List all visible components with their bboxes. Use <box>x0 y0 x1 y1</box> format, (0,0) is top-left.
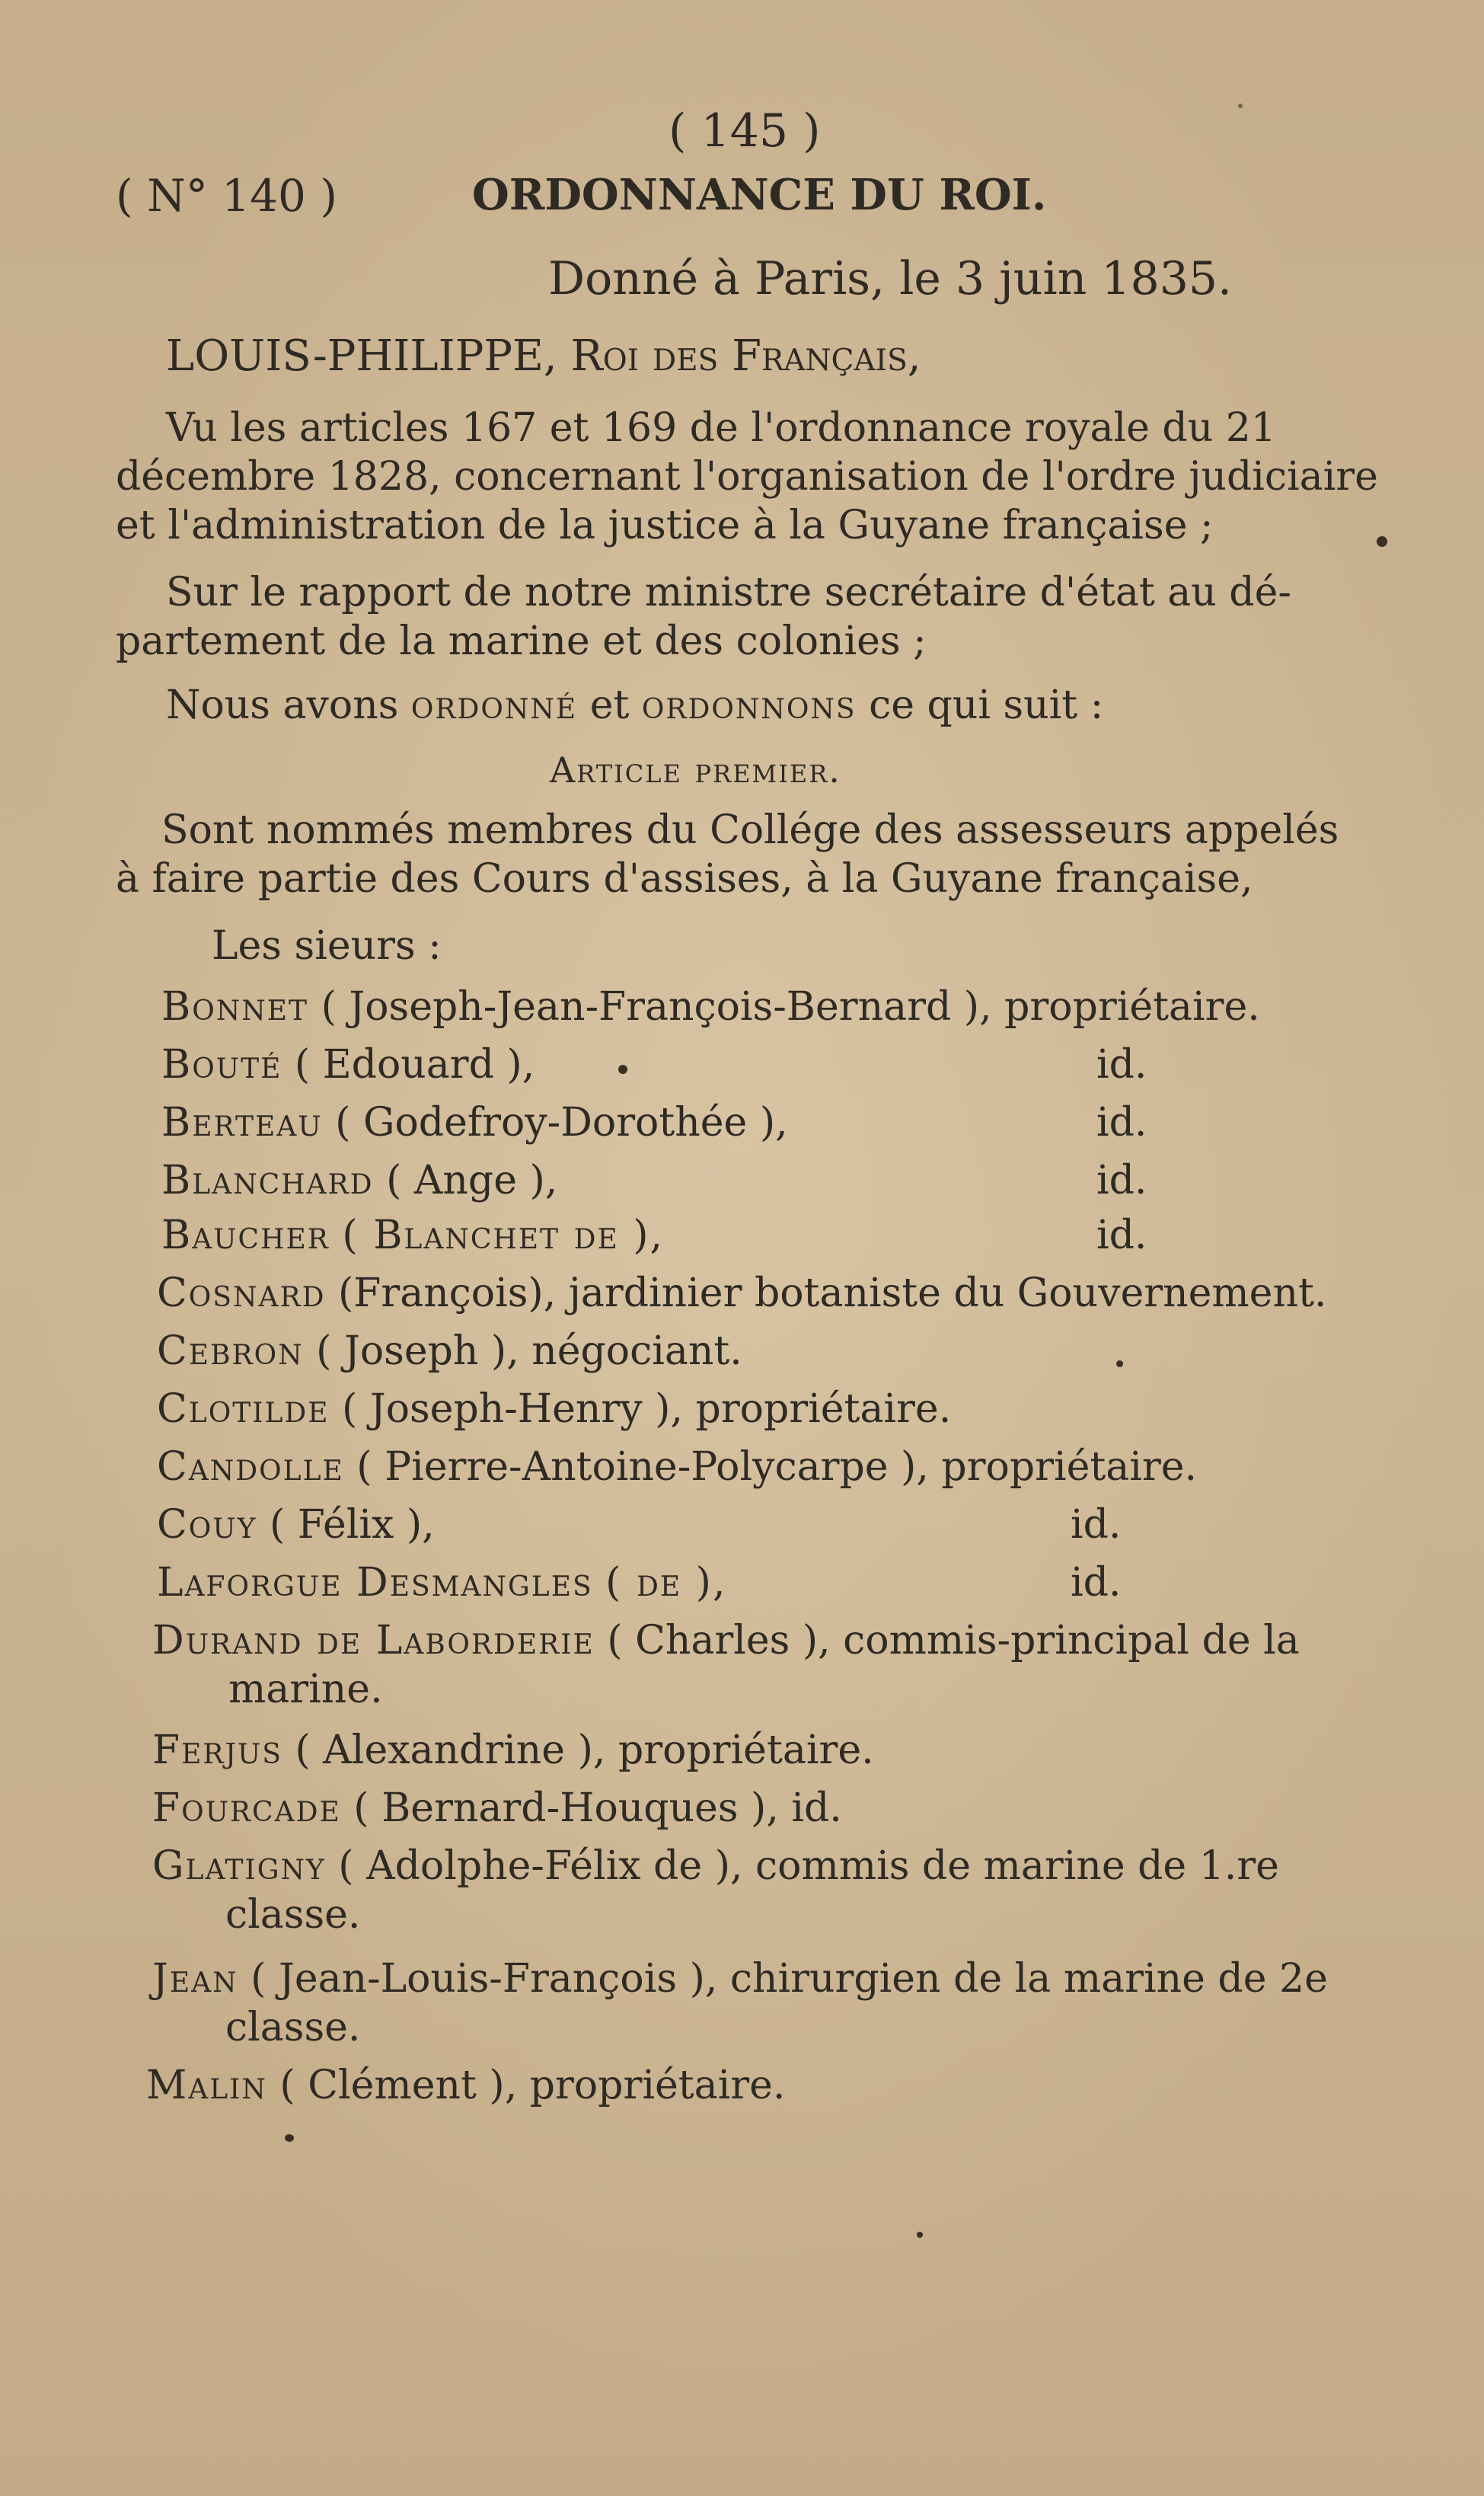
paragraph2-line2: partement de la marine et des colonies ; <box>116 618 927 664</box>
ink-spot <box>618 1065 627 1074</box>
list-item <box>157 1502 1390 1548</box>
article-heading: Article premier. <box>550 749 841 791</box>
ordonnance-number: ( N° 140 ) <box>116 170 338 222</box>
king-name: LOUIS-PHILIPPE, <box>166 331 557 381</box>
member-surname: Laforgue Desmangles <box>157 1560 593 1606</box>
member-details: ( Félix ), <box>269 1502 435 1548</box>
list-item <box>152 1843 1279 1889</box>
member-details: ( Ange ), <box>386 1158 558 1203</box>
page-number: ( 145 ) <box>669 104 821 158</box>
member-surname: Jean <box>152 1956 238 2002</box>
member-continuation: classe. <box>225 1892 361 1938</box>
member-surname: Couy <box>157 1502 257 1548</box>
ink-spot <box>917 2232 923 2238</box>
list-item <box>152 1785 842 1831</box>
ordonnons-word: ordonnons <box>641 682 857 728</box>
member-surname: Cosnard <box>157 1270 326 1316</box>
member-surname: Candolle <box>157 1444 344 1490</box>
member-surname: Ferjus <box>152 1727 282 1773</box>
member-continuation: classe. <box>225 2005 361 2050</box>
king-title: Roi des Français, <box>570 331 921 381</box>
ordonnance-title: ORDONNANCE DU ROI. <box>472 170 1047 220</box>
member-surname: Malin <box>146 2063 267 2108</box>
date-line: Donné à Paris, le 3 juin 1835. <box>548 252 1233 305</box>
member-details: ( Blanchet de ), <box>342 1213 665 1258</box>
member-surname: Clotilde <box>157 1386 330 1432</box>
member-details: ( Godefroy-Dorothée ), <box>335 1100 788 1146</box>
member-id: id. <box>1071 1560 1122 1606</box>
member-details: ( Joseph ), négociant. <box>316 1328 742 1374</box>
member-surname: Berteau <box>161 1100 323 1146</box>
member-details: ( Charles ), commis-principal de la <box>607 1618 1300 1663</box>
list-item <box>152 1618 1300 1663</box>
member-surname: Blanchard <box>161 1158 374 1203</box>
member-surname: Fourcade <box>152 1785 341 1831</box>
list-item <box>161 984 1260 1030</box>
member-details: ( Bernard-Houques ), id. <box>353 1785 842 1831</box>
member-details: ( de ), <box>605 1560 727 1606</box>
list-item <box>157 1328 742 1374</box>
paragraph1-line2: décembre 1828, concernant l'organisation de l'ordre judiciaire <box>116 454 1378 500</box>
paragraph2-line1: Sur le rapport de notre ministre secrétaire d'état au dé- <box>166 570 1291 615</box>
ink-spot <box>1377 536 1387 547</box>
member-details: ( Alexandrine ), propriétaire. <box>295 1727 874 1773</box>
member-details: ( Edouard ), <box>294 1042 535 1088</box>
member-details: ( Joseph-Jean-François-Bernard ), propriétaire. <box>321 984 1260 1030</box>
paragraph1-line3: et l'administration de la justice à la Guyane française ; <box>116 503 1214 548</box>
member-surname: Cebron <box>157 1328 304 1374</box>
ink-spot <box>1238 104 1243 108</box>
member-id: id. <box>1071 1502 1122 1548</box>
ordonne-line <box>166 682 1104 728</box>
member-continuation: marine. <box>228 1667 383 1712</box>
member-details: ( Jean-Louis-François ), chirurgien de la marine de 2e <box>251 1956 1328 2002</box>
member-details: ( Adolphe-Félix de ), commis de marine de 1.re <box>338 1843 1279 1889</box>
sieurs-label: Les sieurs : <box>212 923 442 969</box>
paragraph1-line1: Vu les articles 167 et 169 de l'ordonnance royale du 21 <box>166 405 1276 451</box>
member-surname: Bouté <box>161 1042 282 1088</box>
member-id: id. <box>1096 1100 1147 1146</box>
member-id: id. <box>1096 1042 1147 1088</box>
paragraph3-line1: Sont nommés membres du Collége des assesseurs appelés <box>161 807 1339 853</box>
member-id: id. <box>1096 1213 1147 1258</box>
paragraph3-line2: à faire partie des Cours d'assises, à la Guyane française, <box>116 856 1253 902</box>
ordonne-tail: ce qui suit : <box>869 682 1104 728</box>
list-item <box>146 2063 786 2108</box>
list-item <box>152 1727 874 1773</box>
member-surname: Glatigny <box>152 1843 326 1889</box>
ordonne-word: ordonné <box>410 682 578 728</box>
ordonne-lead: Nous avons <box>166 682 399 728</box>
king-line <box>166 331 921 381</box>
ordonne-et: et <box>589 682 630 728</box>
member-surname: Durand de Laborderie <box>152 1618 595 1663</box>
list-item <box>157 1444 1198 1490</box>
list-item <box>157 1560 1390 1606</box>
member-details: (François), jardinier botaniste du Gouvernement. <box>337 1270 1327 1316</box>
list-item <box>161 1042 1395 1088</box>
member-surname: Baucher <box>161 1213 330 1258</box>
member-details: ( Clément ), propriétaire. <box>279 2063 786 2108</box>
list-item <box>161 1158 1395 1203</box>
list-item <box>157 1270 1327 1316</box>
list-item <box>157 1386 952 1432</box>
list-item <box>152 1956 1328 2002</box>
member-details: ( Pierre-Antoine-Polycarpe ), propriétaire. <box>356 1444 1198 1490</box>
list-item <box>161 1100 1395 1146</box>
member-surname: Bonnet <box>161 984 309 1030</box>
member-details: ( Joseph-Henry ), propriétaire. <box>342 1386 952 1432</box>
member-id: id. <box>1096 1158 1147 1203</box>
ink-spot <box>1116 1360 1123 1367</box>
ink-spot <box>285 2134 294 2142</box>
list-item <box>161 1213 1395 1258</box>
